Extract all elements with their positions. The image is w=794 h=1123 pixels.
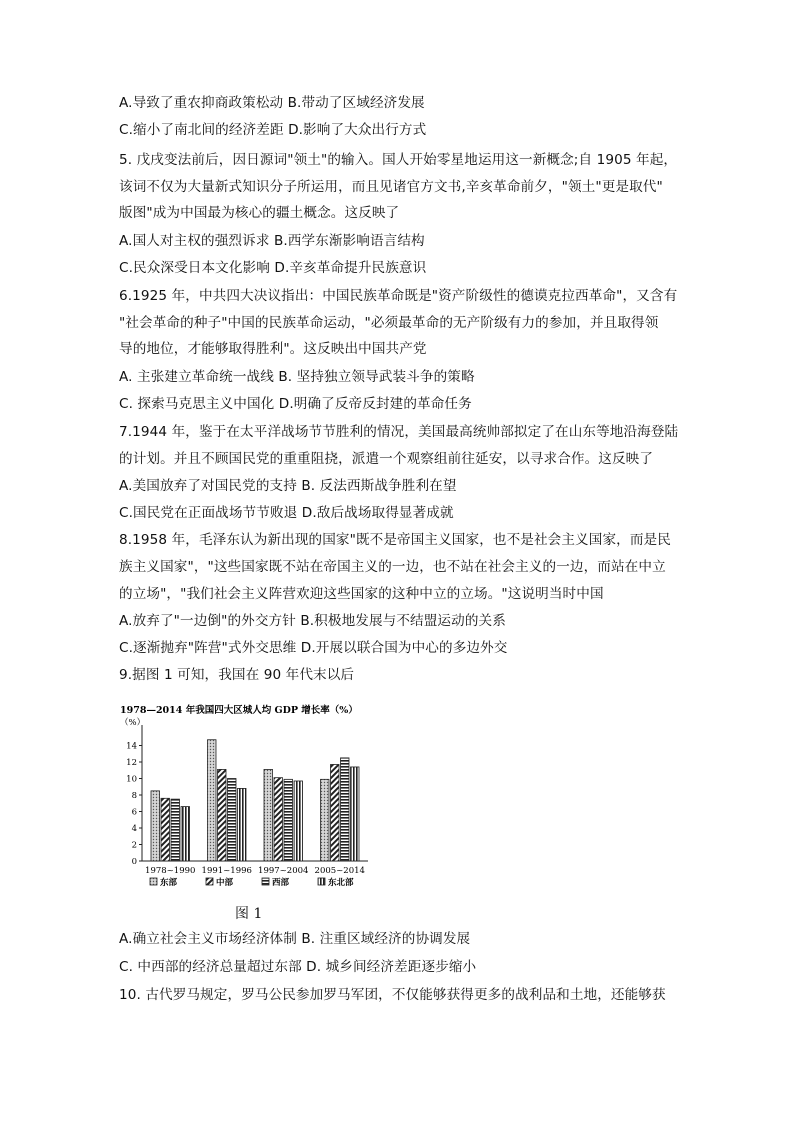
chart-bar [228,779,237,862]
chart-bar [151,791,160,861]
chart-bar [181,807,190,861]
question-9-text: 9.据图 1 可知，我国在 90 年代末以后 [119,667,355,683]
option-line: A. 主张建立革命统一战线 B. 坚持独立领导武装斗争的策略 [119,369,475,385]
option-line: A.导致了重农抑商政策松动 B.带动了区域经济发展 [119,95,425,111]
question-5-text: 5. 戊戌变法前后，因日源词"领土"的输入。国人开始零星地运用这一新概念;自 1905 年起， [119,152,678,168]
question-8-text: 族主义国家"，"这些国家既不站在帝国主义的一边，也不站在社会主义的一边，而站在中立 [119,559,666,575]
chart-bar [208,740,217,861]
question-8-text: 的立场"，"我们社会主义阵营欢迎这些国家的这种中立的立场。"这说明当时中国 [119,586,604,602]
y-tick-label: 4 [131,824,137,834]
option-line: A.确立社会主义市场经济体制 B. 注重区域经济的协调发展 [119,931,471,947]
legend-swatch [150,878,157,885]
option-line: C.民众深受日本文化影响 D.辛亥革命提升民族意识 [119,260,427,276]
question-8-text: 8.1958 年，毛泽东认为新出现的国家"既不是帝国主义国家，也不是社会主义国家，而是民 [119,532,671,548]
question-5-text: 该词不仅为大量新式知识分子所运用，而且见诸官方文书,辛亥革命前夕，"领土"更是取代" [119,179,663,195]
chart-bar [284,779,293,861]
question-6-text: 导的地位，才能够取得胜利"。这反映出中国共产党 [119,341,427,357]
figure-caption: 图 1 [235,906,263,922]
y-tick-label: 6 [131,807,137,818]
legend-label: 东部 [160,878,178,888]
question-10-text: 10. 古代罗马规定，罗马公民参加罗马军团，不仅能够获得更多的战利品和土地，还能够获 [119,987,666,1003]
gdp-growth-chart [116,703,374,895]
legend-swatch [262,878,269,885]
y-tick-label: 0 [131,857,137,867]
option-line: A.国人对主权的强烈诉求 B.西学东渐影响语言结构 [119,233,425,249]
option-line: C.缩小了南北间的经济差距 D.影响了大众出行方式 [119,122,427,138]
y-tick-label: 12 [126,758,137,768]
question-7-text: 7.1944 年，鉴于在太平洋战场节节胜利的情况，美国最高统帅部拟定了在山东等地沿海登陆 [119,424,679,440]
chart-bar [341,758,350,861]
option-line: A.放弃了"一边倒"的外交方针 B.积极地发展与不结盟运动的关系 [119,613,506,629]
legend-label: 东北部 [328,878,354,888]
chart-bar [351,767,360,861]
chart-bar [264,769,273,861]
chart-bar [331,764,340,861]
question-7-text: 的计划。并且不顾国民党的重重阻挠，派遣一个观察组前往延安，以寻求合作。这反映了 [119,451,654,467]
option-line: C. 探索马克思主义中国化 D.明确了反帝反封建的革命任务 [119,396,472,412]
chart-bar [238,788,247,861]
y-tick-label: 2 [131,840,137,851]
y-tick-label: 8 [131,791,137,801]
option-line: C.国民党在正面战场节节败退 D.敌后战场取得显著成就 [119,505,454,521]
legend-swatch [318,878,325,885]
legend-label: 中部 [216,878,234,888]
question-6-text: 6.1925 年，中共四大决议指出：中国民族革命既是"资产阶级性的德谟克拉西革命"，又含有 [119,288,678,304]
chart-bar [274,778,283,861]
x-tick-label: 1991~1996 [201,866,252,876]
bar-chart-svg [116,703,374,895]
chart-bar [294,781,303,861]
option-line: C.逐渐抛弃"阵营"式外交思维 D.开展以联合国为中心的多边外交 [119,640,508,656]
legend-swatch [206,878,213,885]
y-tick-label: 10 [126,774,137,785]
option-line: C. 中西部的经济总量超过东部 D. 城乡间经济差距逐步缩小 [119,959,477,975]
chart-title: 1978—2014 年我国四大区城人均 GDP 增长率（%） [120,705,358,716]
question-6-text: "社会革命的种子"中国的民族革命运动，"必须最革命的无产阶级有力的参加，并且取得领 [119,315,659,331]
chart-bar [161,798,170,861]
y-axis-label: （%） [120,718,146,728]
legend-label: 西部 [272,878,290,888]
option-line: A.美国放弃了对国民党的支持 B. 反法西斯战争胜利在望 [119,478,457,494]
x-tick-label: 1997~2004 [258,866,309,876]
chart-bar [218,769,227,861]
chart-bar [321,779,330,861]
question-5-text: 版图"成为中国最为核心的疆土概念。这反映了 [119,205,400,221]
x-tick-label: 2005~2014 [314,866,365,876]
x-tick-label: 1978~1990 [145,866,196,876]
y-tick-label: 14 [126,741,137,752]
chart-bar [171,799,180,861]
